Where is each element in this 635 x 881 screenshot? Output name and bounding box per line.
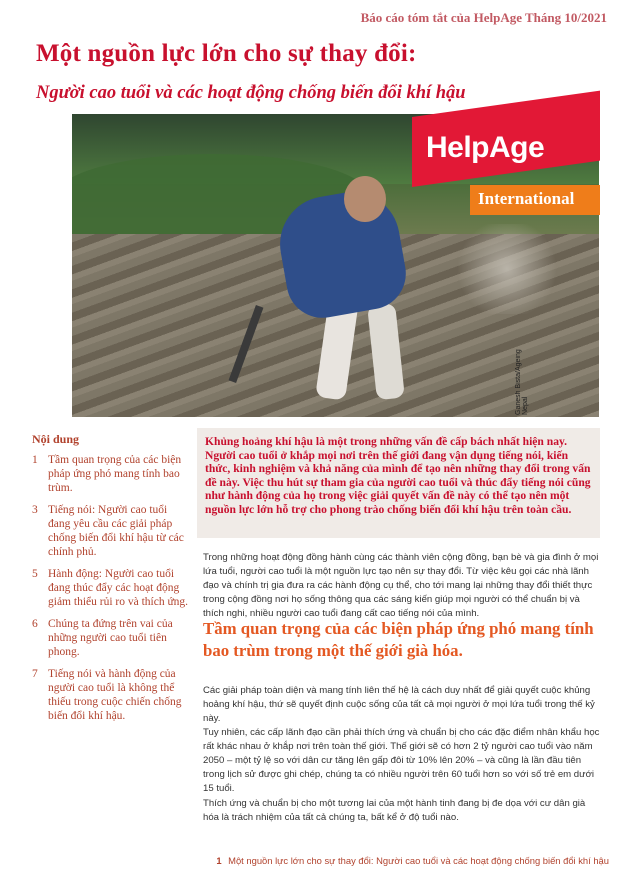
- body-paragraph: Trong những hoạt động đồng hành cùng các thành viên cộng đồng, bạn bè và gia đình ở mọi lứa tuổi, người cao tuổi là một nguồn lực tạo nên sự thay đổi. Từ việc kêu gọi các nhà lãnh đạo và chính trị gia đưa ra các hành động cụ thể, cho tới mang lại những thay đổi thiết thực trong cộng đồng nơi họ sống thông qua các sáng kiến giúp mọi người có thể chuẩn bị và thích nghi, nhiều người cao tuổi đang cất cao tiếng nói của mình.: [203, 552, 599, 619]
- page-subtitle: Người cao tuổi và các hoạt động chống biến đổi khí hậu: [36, 83, 466, 103]
- photo-farmer-head: [344, 176, 386, 222]
- toc-heading: Nội dung: [32, 432, 80, 446]
- report-header: Báo cáo tóm tắt của HelpAge Tháng 10/2021: [360, 10, 607, 25]
- toc-item-text: Hành động: Người cao tuổi đang thúc đẩy các hoạt động giảm thiểu rủi ro và thích ứng.: [48, 568, 189, 608]
- helpage-logo: [412, 113, 600, 217]
- footer-page-number: 1: [216, 855, 222, 866]
- toc-item[interactable]: [32, 453, 192, 495]
- section-heading: Tầm quan trọng của các biện pháp ứng phó mang tính bao trùm trong một thế giới già hóa.: [203, 619, 594, 660]
- toc-page-number: 1: [32, 454, 38, 466]
- toc-item-text: Tiếng nói và hành động của người cao tuổi là không thể thiếu trong cuộc chiến chống biến đổi khí hậu.: [48, 668, 182, 722]
- photo-credit: Ganesh Bista/Ageing Nepal: [515, 349, 529, 415]
- intro-callout: Khủng hoảng khí hậu là một trong những vấn đề cấp bách nhất hiện nay. Người cao tuổi ở khắp mọi nơi trên thế giới đang vận dụng tiếng nói, kiến thức, kinh nghiệm và khả năng của mình để tạo nên những thay đổi trong vấn đề này. Việc thu hút sự tham gia của người cao tuổi và thúc đẩy tiếng nói cũng như hành động của họ trong việc giải quyết vấn đề này có thể tạo nên một nguồn lực lớn hỗ trợ cho phong trào chống biến đổi khí hậu trên toàn cầu.: [197, 428, 600, 538]
- toc-item-text: Tiếng nói: Người cao tuổi đang yêu cầu các giải pháp chống biến đổi khí hậu từ các chính phủ.: [48, 504, 184, 558]
- body-paragraph: Các giải pháp toàn diện và mang tính liên thế hệ là cách duy nhất để giải quyết cuộc khủng hoảng khí hậu, thứ sẽ quyết định cuộc sống của tất cả mọi người ở mọi lứa tuổi trong thế kỷ này.: [203, 685, 595, 724]
- toc-page-number: 5: [32, 568, 38, 580]
- logo-name: HelpAge: [426, 131, 545, 164]
- toc-item-text: Chúng ta đứng trên vai của những người cao tuổi tiên phong.: [48, 618, 173, 658]
- body-paragraph: Thích ứng và chuẩn bị cho một tương lai của một hành tinh đang bị đe dọa với cư dân già hóa là trách nhiệm của tất cả chúng ta, bất kể ở độ tuổi nào.: [203, 798, 586, 823]
- toc-item[interactable]: [32, 567, 192, 609]
- toc-item[interactable]: [32, 667, 192, 723]
- toc-page-number: 7: [32, 668, 38, 680]
- toc-item[interactable]: [32, 617, 192, 659]
- photo-water-splash: [452, 224, 562, 314]
- page-title: Một nguồn lực lớn cho sự thay đổi:: [36, 40, 417, 67]
- page-footer: [216, 855, 609, 866]
- toc-item[interactable]: [32, 503, 192, 559]
- table-of-contents: [32, 432, 192, 731]
- toc-item-text: Tầm quan trọng của các biện pháp ứng phó mang tính bao trùm.: [48, 454, 182, 494]
- toc-page-number: 6: [32, 618, 38, 630]
- body-paragraph: Tuy nhiên, các cấp lãnh đạo cần phải thích ứng và chuẩn bị cho các đặc điểm nhân khẩu học rất khác nhau ở khắp nơi trên toàn thế giới. Thế giới sẽ có hơn 2 tỷ người cao tuổi vào năm 2050 – một tỷ lệ so với dân cư tăng lên gấp đôi từ 10% lên 20% – và cũng là lần đầu tiên trong lịch sử được ghi chép, chúng ta có nhiều người trên 60 tuổi hơn so với số trẻ em dưới 15 tuổi.: [203, 727, 600, 794]
- toc-page-number: 3: [32, 504, 38, 516]
- logo-suffix: International: [478, 189, 575, 208]
- footer-text: Một nguồn lực lớn cho sự thay đổi: Người cao tuổi và các hoạt động chống biến đổi khí hậu: [228, 855, 609, 866]
